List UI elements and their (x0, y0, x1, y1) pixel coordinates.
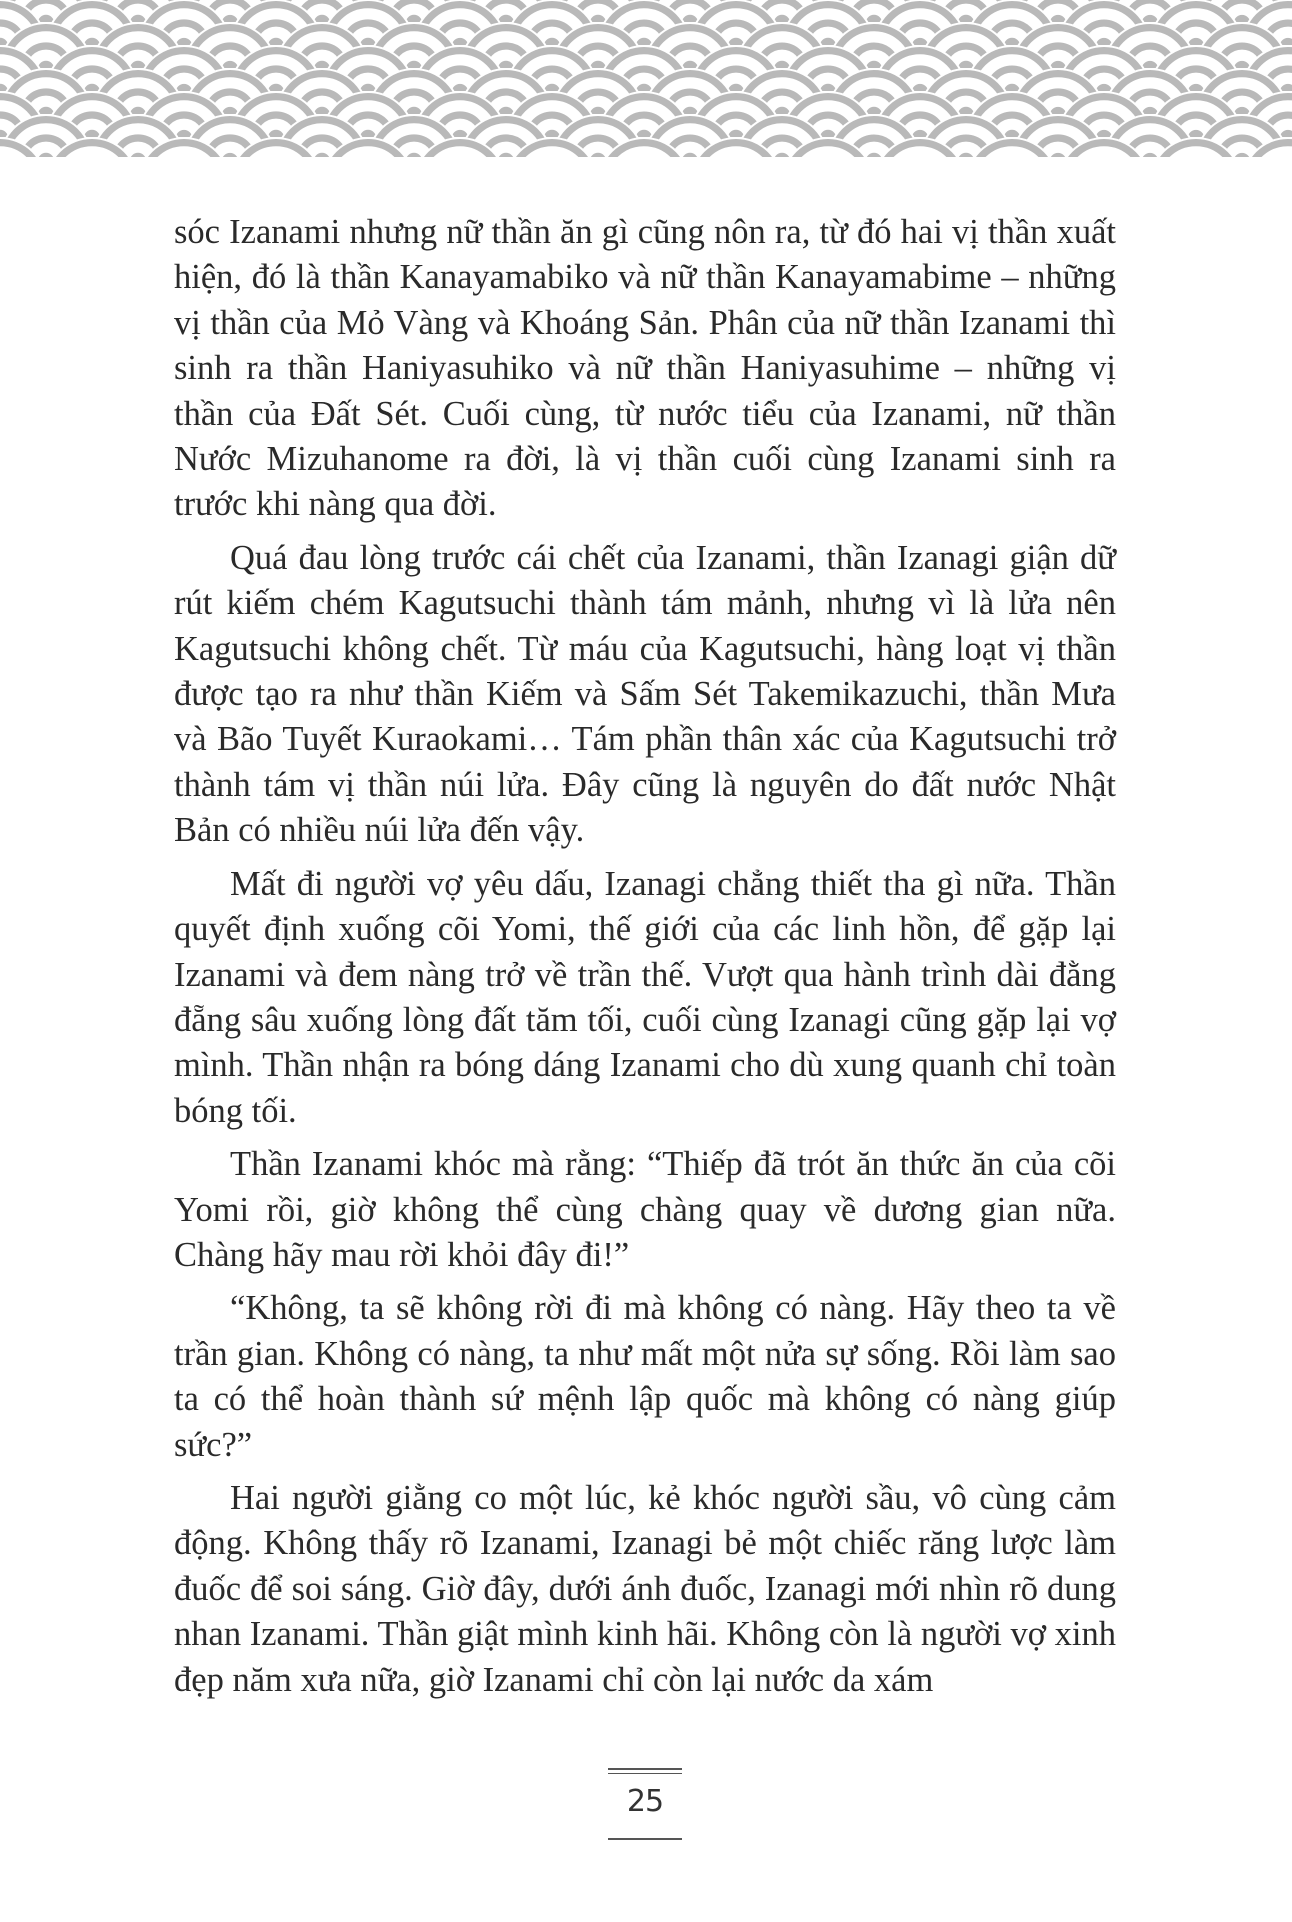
paragraph-6: Hai người giằng co một lúc, kẻ khóc người sầu, vô cùng cảm động. Không thấy rõ Izanami, Izanagi bẻ một chiếc răng lược làm đuốc để soi sáng. Giờ đây, dưới ánh đuốc, Izanagi mới nhìn rõ dung nhan Izanami. Thần giật mình kinh hãi. Không còn là người vợ xinh đẹp năm xưa nữa, giờ Izanami chỉ còn lại nước da xám (174, 1478, 1116, 1699)
page-body-text (174, 210, 1116, 1711)
page-number: 25 (626, 1784, 664, 1819)
paragraph-3: Mất đi người vợ yêu dấu, Izanagi chẳng thiết tha gì nữa. Thần quyết định xuống cõi Yomi, thế giới của các linh hồn, để gặp lại Izanami và đem nàng trở về trần thế. Vượt qua hành trình dài đằng đẵng sâu xuống lòng đất tăm tối, cuối cùng Izanagi cũng gặp lại vợ mình. Thần nhận ra bóng dáng Izanami cho dù xung quanh chỉ toàn bóng tối. (174, 864, 1116, 1130)
paragraph-4: Thần Izanami khóc mà rằng: “Thiếp đã trót ăn thức ăn của cõi Yomi rồi, giờ không thể cùng chàng quay về dương gian nữa. Chàng hãy mau rời khỏi đây đi!” (174, 1145, 1116, 1274)
seigaiha-header-band (0, 0, 1292, 165)
page-number-block (608, 1768, 682, 1840)
page-number-top-rule (608, 1768, 682, 1770)
page-number-top-rule-thin (608, 1773, 682, 1774)
page-number-bottom-rule (608, 1838, 682, 1840)
seigaiha-wave-pattern-icon (0, 0, 1292, 165)
paragraph-5: “Không, ta sẽ không rời đi mà không có nàng. Hãy theo ta về trần gian. Không có nàng, ta như mất một nửa sự sống. Rồi làm sao ta có thể hoàn thành sứ mệnh lập quốc mà không có nàng giúp sức?” (174, 1289, 1116, 1464)
paragraph-1: sóc Izanami nhưng nữ thần ăn gì cũng nôn ra, từ đó hai vị thần xuất hiện, đó là thần Kanayamabiko và nữ thần Kanayamabime – những vị thần của Mỏ Vàng và Khoáng Sản. Phân của nữ thần Izanami thì sinh ra thần Haniyasuhiko và nữ thần Haniyasuhime – những vị thần của Đất Sét. Cuối cùng, từ nước tiểu của Izanami, nữ thần Nước Mizuhanome ra đời, là vị thần cuối cùng Izanami sinh ra trước khi nàng qua đời. (174, 213, 1116, 524)
paragraph-2: Quá đau lòng trước cái chết của Izanami, thần Izanagi giận dữ rút kiếm chém Kagutsuchi thành tám mảnh, nhưng vì là lửa nên Kagutsuchi không chết. Từ máu của Kagutsuchi, hàng loạt vị thần được tạo ra như thần Kiếm và Sấm Sét Takemikazuchi, thần Mưa và Bão Tuyết Kuraokami… Tám phần thân xác của Kagutsuchi trở thành tám vị thần núi lửa. Đây cũng là nguyên do đất nước Nhật Bản có nhiều núi lửa đến vậy. (174, 538, 1116, 850)
